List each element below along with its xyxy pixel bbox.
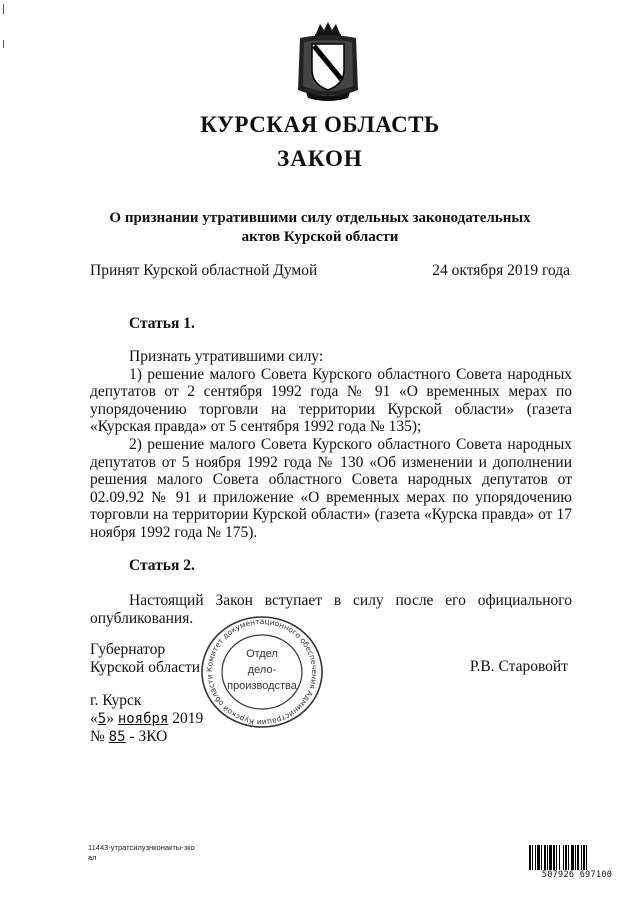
subtitle-line: О признании утратившими силу отдельных законодательных [109,210,531,226]
barcode-bar [529,845,531,871]
signatory-name: Р.В. Старовойт [469,658,568,675]
barcode-bar [581,845,582,871]
barcode-bar [537,845,540,871]
barcode-number: 507926 697100 [528,870,626,880]
article-1-heading: Статья 1. [129,315,195,332]
barcode-bar [532,845,533,871]
region-heading: КУРСКАЯ ОБЛАСТЬ [200,112,440,137]
adopted-by: Принят Курской областной Думой [90,262,318,279]
barcode-bar [568,845,569,871]
barcode-bar [547,845,548,871]
article-2-body [90,592,572,627]
adoption-date: 24 октября 2019 года [432,262,570,279]
law-number [90,728,167,746]
article-2-heading: Статья 2. [129,557,195,574]
barcode-bar [575,845,576,871]
stamp-line: дело- [247,664,277,676]
law-subtitle [100,209,540,247]
barcode-bar [586,845,587,871]
barcode-bar [553,845,555,871]
document-type-heading: ЗАКОН [277,146,363,171]
date-quote-close: » [106,710,114,727]
file-reference-line: ал [88,853,97,862]
signatory-title-line: Курской области [90,659,201,676]
signatory-title [90,641,200,677]
file-reference [88,843,195,863]
article-2-text: Настоящий Закон вступает в силу после его официального опубликования. [90,592,572,627]
office-stamp [199,615,325,729]
date-year: 2019 [172,710,204,727]
number-sign: № [90,728,105,745]
barcode-bar [577,845,579,871]
barcode-bar [583,845,585,871]
number-value: 85 [108,729,126,745]
barcode-bar [565,845,567,871]
date-day: 5 [97,711,107,727]
stamp-ring-text: Комитет документационного обеспечения Администрации Курской области [204,616,320,728]
signatory-title-line: Губернатор [90,641,166,658]
stamp-line: Отдел [246,648,278,660]
coat-of-arms-icon [292,20,364,102]
number-suffix: - ЗКО [129,728,168,745]
barcode-bar [535,845,536,871]
scan-edge-mark [3,0,5,60]
barcode-bar [544,845,546,871]
date-month: ноября [117,711,169,727]
barcode-bar [559,845,560,871]
barcode-bar [571,845,574,871]
file-reference-line: 11443-утратсилузнконакты-зко [88,843,195,852]
barcode-bar [563,845,564,871]
article-1-intro: Признать утратившими силу: [129,348,324,365]
article-1-body [90,348,572,542]
barcode-bar [549,845,552,871]
barcode-bar [556,845,557,871]
barcode-bar [541,845,542,871]
article-1-item: 1) решение малого Совета Курского областного Совета народных депутатов от 2 сентября 1992 года № 91 «О временных мерах по упорядочению торговли на территории Курской области» (газета «Курская правда» от 5 сентября 1992 года № 135); [90,365,572,436]
signing-city: г. Курск [90,692,142,709]
stamp-line: производства [227,680,297,692]
date-quote-open: « [90,710,98,727]
subtitle-line: актов Курской области [241,229,399,245]
signing-date [90,710,203,728]
article-1-item: 2) решение малого Совета Курского областного Совета народных депутатов от 5 ноября 1992 года № 130 «Об изменении и дополнении решения малого Совета областного Совета народных депутатов от 02.09.92 № 91 и приложение «О временных мерах по упорядочению торговли на территории Курской области» (газета «Курска правда» от 17 ноября 1992 года № 175). [90,435,572,541]
